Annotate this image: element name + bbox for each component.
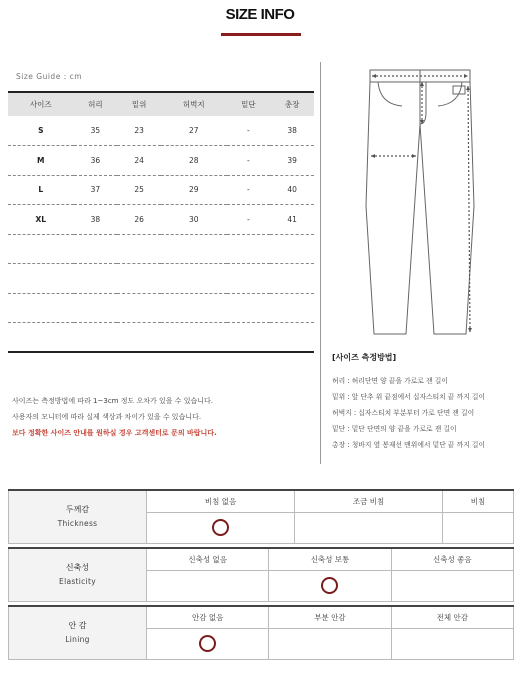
attr-selection-cell	[295, 512, 443, 543]
attr-option: 신축성 보통	[269, 548, 391, 570]
table-cell: 24	[117, 146, 161, 176]
table-cell: 27	[161, 116, 227, 146]
table-cell: 26	[117, 205, 161, 235]
method-title: [사이즈 측정방법]	[332, 353, 397, 362]
attr-option: 부분 안감	[269, 606, 391, 628]
size-notes	[12, 393, 217, 441]
note-line-highlight: 보다 정확한 사이즈 안내를 원하실 경우 고객센터로 문의 바랍니다.	[12, 429, 217, 437]
divider	[320, 62, 321, 464]
method-line: 밑단 : 밑단 단면의 양 끝을 가로로 잰 길이	[332, 425, 457, 433]
title-underline	[221, 33, 301, 36]
table-row-empty	[8, 293, 314, 323]
method-line: 허리 : 허리단면 양 끝을 가로로 잰 길이	[332, 377, 448, 385]
attr-selection-cell	[391, 570, 513, 601]
table-row-empty	[8, 323, 314, 353]
circle-mark-icon	[212, 519, 229, 536]
method-line: 총장 : 청바지 옆 봉재선 맨위에서 밑단 끝 까지 길이	[332, 441, 486, 449]
col-header-hem: 밑단	[227, 92, 271, 116]
table-row-empty	[8, 234, 314, 264]
col-header-size: 사이즈	[8, 92, 74, 116]
col-header-length: 총장	[270, 92, 314, 116]
attr-option: 신축성 없음	[147, 548, 269, 570]
attr-selection-cell	[147, 512, 295, 543]
attr-option: 전체 안감	[391, 606, 513, 628]
attr-option: 신축성 좋음	[391, 548, 513, 570]
table-cell: 40	[270, 175, 314, 205]
attr-option: 안감 없음	[147, 606, 269, 628]
table-cell: 35	[74, 116, 118, 146]
method-line: 허벅지 : 십자스티치 부분부터 가로 단면 잰 길이	[332, 409, 475, 417]
size-guide-label: Size Guide : cm	[16, 72, 83, 81]
note-line: 사이즈는 측정방법에 따라 1~3cm 정도 오차가 있을 수 있습니다.	[12, 397, 213, 405]
size-cell: XL	[8, 205, 74, 235]
table-cell: -	[227, 116, 271, 146]
measurement-method	[332, 352, 514, 453]
table-row-empty	[8, 264, 314, 294]
table-row	[8, 175, 314, 205]
table-cell: 39	[270, 146, 314, 176]
table-cell: 38	[74, 205, 118, 235]
attr-selection-cell	[269, 570, 391, 601]
attr-option: 조금 비침	[295, 490, 443, 512]
attr-label: 신축성 Elasticity	[9, 548, 147, 601]
note-line: 사용자의 모니터에 따라 실제 색상과 차이가 있을 수 있습니다.	[12, 413, 202, 421]
col-header-rise: 밑위	[117, 92, 161, 116]
table-cell: 23	[117, 116, 161, 146]
table-row	[8, 205, 314, 235]
elasticity-table	[8, 547, 514, 602]
attr-label: 안 감 Lining	[9, 606, 147, 659]
size-table-header-row	[8, 92, 314, 116]
table-cell: -	[227, 205, 271, 235]
table-cell: 41	[270, 205, 314, 235]
table-cell: 37	[74, 175, 118, 205]
thickness-table	[8, 489, 514, 544]
col-header-waist: 허리	[74, 92, 118, 116]
circle-mark-icon	[199, 635, 216, 652]
table-cell: 29	[161, 175, 227, 205]
attr-selection-cell	[391, 628, 513, 659]
table-row	[8, 146, 314, 176]
attr-option: 비침	[443, 490, 514, 512]
circle-mark-icon	[321, 577, 338, 594]
table-cell: 25	[117, 175, 161, 205]
attr-label: 두께감 Thickness	[9, 490, 147, 543]
method-line: 밑위 : 앞 단추 위 끝점에서 십자스티치 끝 까지 길이	[332, 393, 486, 401]
attr-option: 비침 없음	[147, 490, 295, 512]
pants-diagram-icon	[360, 66, 480, 346]
size-cell: S	[8, 116, 74, 146]
table-cell: 28	[161, 146, 227, 176]
table-cell: -	[227, 146, 271, 176]
lining-table	[8, 605, 514, 660]
attr-selection-cell	[269, 628, 391, 659]
attr-selection-cell	[147, 628, 269, 659]
table-cell: 38	[270, 116, 314, 146]
size-table	[8, 91, 314, 353]
header	[0, 0, 520, 42]
size-cell: M	[8, 146, 74, 176]
attr-selection-cell	[147, 570, 269, 601]
table-row	[8, 116, 314, 146]
table-cell: 36	[74, 146, 118, 176]
table-cell: 30	[161, 205, 227, 235]
page-title: SIZE INFO	[225, 6, 295, 23]
table-cell: -	[227, 175, 271, 205]
attr-selection-cell	[443, 512, 514, 543]
size-cell: L	[8, 175, 74, 205]
col-header-thigh: 허벅지	[161, 92, 227, 116]
